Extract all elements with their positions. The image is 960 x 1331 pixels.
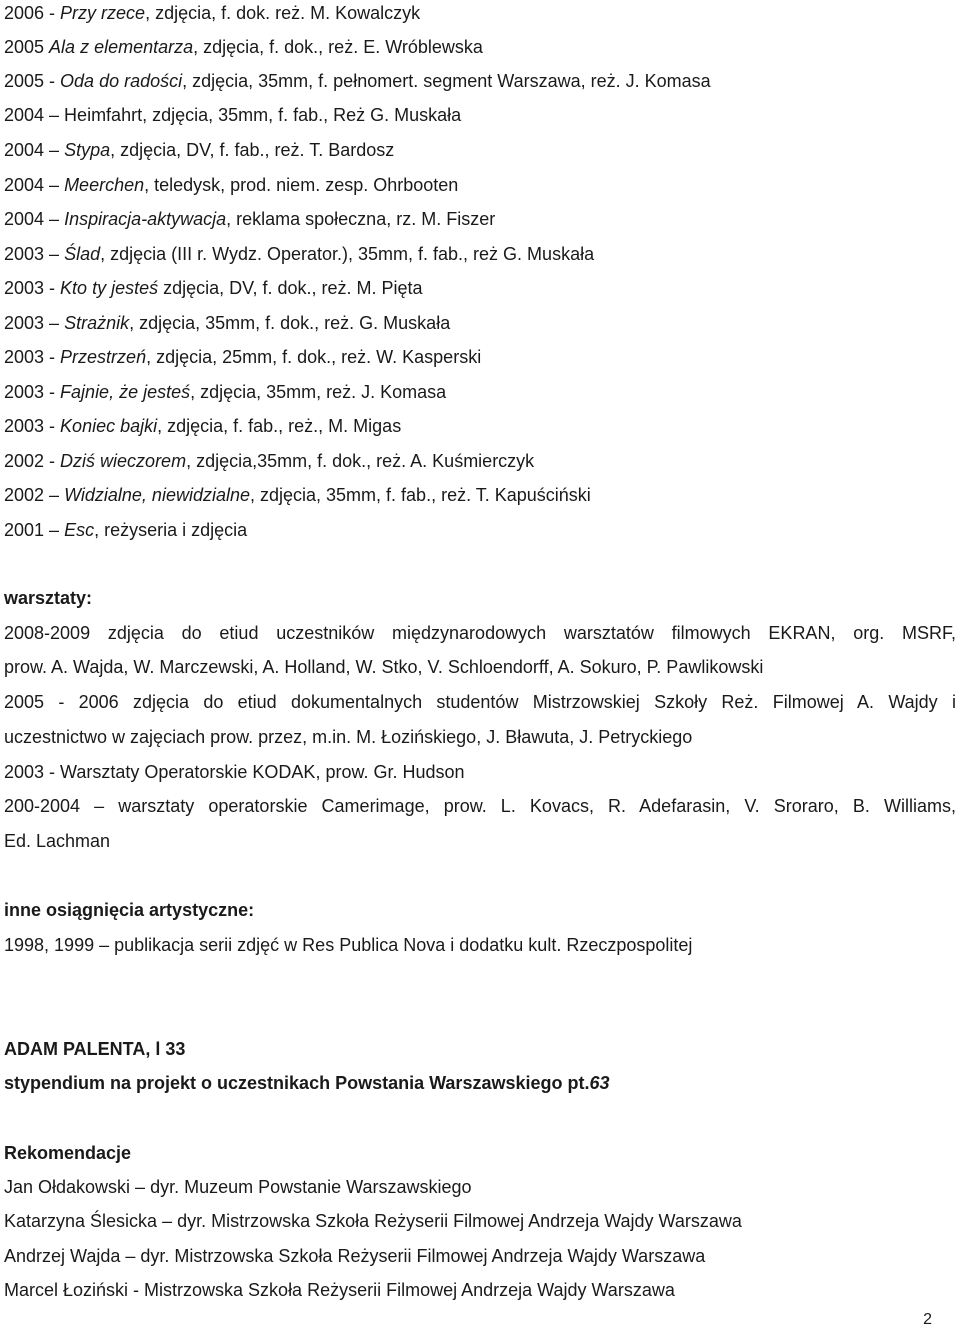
workshop-item-line: 2005 - 2006 zdjęcia do etiud dokumentalnych studentów Mistrzowskiej Szkoły Reż. Filmowej A. Wajdy i xyxy=(4,692,956,712)
filmography-item: 2003 - Przestrzeń, zdjęcia, 25mm, f. dok., reż. W. Kasperski xyxy=(4,347,482,367)
scholarship-title: stypendium na projekt o uczestnikach Powstania Warszawskiego pt.63 xyxy=(4,1073,610,1093)
page-number: 2 xyxy=(923,1311,932,1328)
recommendation-item: Jan Ołdakowski – dyr. Muzeum Powstanie Warszawskiego xyxy=(4,1177,472,1197)
achievements-heading: inne osiągnięcia artystyczne: xyxy=(4,900,255,920)
workshop-item-line: uczestnictwo w zajęciach prow. przez, m.in. M. Łozińskiego, J. Bławuta, J. Petryckiego xyxy=(4,727,693,747)
workshop-item-line: 200-2004 – warsztaty operatorskie Camerimage, prow. L. Kovacs, R. Adefarasin, V. Sroraro, B. Williams, xyxy=(4,796,956,816)
filmography-item: 2003 - Koniec bajki, zdjęcia, f. fab., reż., M. Migas xyxy=(4,416,402,436)
filmography-item: 2003 - Kto ty jesteś zdjęcia, DV, f. dok., reż. M. Pięta xyxy=(4,278,423,298)
filmography-item: 2006 - Przy rzece, zdjęcia, f. dok. reż. M. Kowalczyk xyxy=(4,3,421,23)
workshops-heading: warsztaty: xyxy=(4,588,93,608)
filmography-item: 2003 – Strażnik, zdjęcia, 35mm, f. dok., reż. G. Muskała xyxy=(4,313,451,333)
recommendations-heading: Rekomendacje xyxy=(4,1143,132,1163)
achievement-item: 1998, 1999 – publikacja serii zdjęć w Res Publica Nova i dodatku kult. Rzeczpospolitej xyxy=(4,935,693,955)
workshop-item-line: Ed. Lachman xyxy=(4,831,111,851)
filmography-item: 2004 – Meerchen, teledysk, prod. niem. zesp. Ohrbooten xyxy=(4,175,459,195)
filmography-item: 2004 – Stypa, zdjęcia, DV, f. fab., reż. T. Bardosz xyxy=(4,140,395,160)
scholarship-name: ADAM PALENTA, l 33 xyxy=(4,1039,186,1059)
workshop-item-line: prow. A. Wajda, W. Marczewski, A. Holland, W. Stko, V. Schloendorff, A. Sokuro, P. Pawlikowski xyxy=(4,657,764,677)
filmography-item: 2002 - Dziś wieczorem, zdjęcia,35mm, f. dok., reż. A. Kuśmierczyk xyxy=(4,451,535,471)
filmography-item: 2001 – Esc, reżyseria i zdjęcia xyxy=(4,520,248,540)
workshop-item-line: 2008-2009 zdjęcia do etiud uczestników międzynarodowych warsztatów filmowych EKRAN, org. MSRF, xyxy=(4,623,956,643)
recommendation-item: Andrzej Wajda – dyr. Mistrzowska Szkoła Reżyserii Filmowej Andrzeja Wajdy Warszawa xyxy=(4,1246,706,1266)
filmography-item: 2005 - Oda do radości, zdjęcia, 35mm, f. pełnomert. segment Warszawa, reż. J. Komasa xyxy=(4,71,711,91)
filmography-item: 2004 – Inspiracja-aktywacja, reklama społeczna, rz. M. Fiszer xyxy=(4,209,496,229)
recommendation-item: Katarzyna Ślesicka – dyr. Mistrzowska Szkoła Reżyserii Filmowej Andrzeja Wajdy Warszawa xyxy=(4,1211,742,1231)
filmography-item: 2003 - Fajnie, że jesteś, zdjęcia, 35mm, reż. J. Komasa xyxy=(4,382,447,402)
filmography-item: 2002 – Widzialne, niewidzialne, zdjęcia, 35mm, f. fab., reż. T. Kapuściński xyxy=(4,485,591,505)
workshop-item-line: 2003 - Warsztaty Operatorskie KODAK, prow. Gr. Hudson xyxy=(4,762,465,782)
filmography-item: 2003 – Ślad, zdjęcia (III r. Wydz. Operator.), 35mm, f. fab., reż G. Muskała xyxy=(4,244,595,264)
filmography-item: 2005 Ala z elementarza, zdjęcia, f. dok., reż. E. Wróblewska xyxy=(4,37,483,57)
filmography-item: 2004 – Heimfahrt, zdjęcia, 35mm, f. fab., Reż G. Muskała xyxy=(4,105,462,125)
recommendation-item: Marcel Łoziński - Mistrzowska Szkoła Reżyserii Filmowej Andrzeja Wajdy Warszawa xyxy=(4,1280,675,1300)
